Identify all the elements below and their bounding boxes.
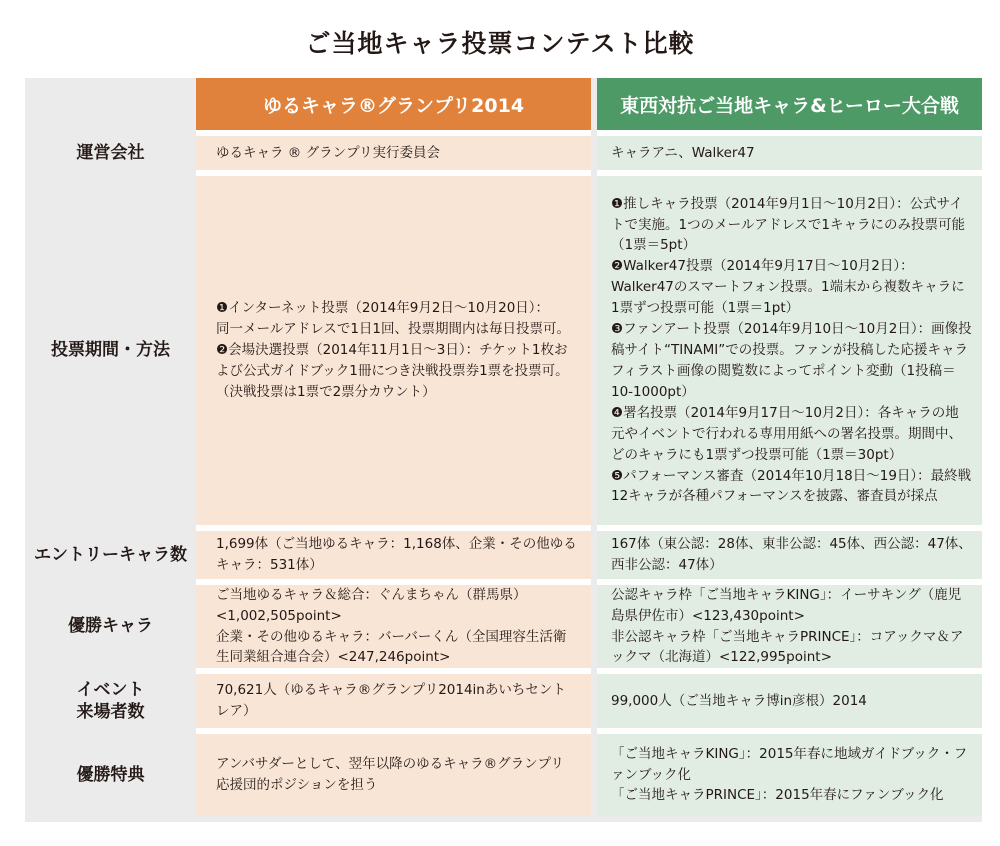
cell-winner-b: 公認キャラ枠「ご当地キャラKING」：イーサキング（鹿児島県伊佐市）<123,430point> 非公認キャラ枠「ご当地キャラPRINCE」：コアックマ＆アックマ（北海道）<122,995point> [597,585,982,668]
page-title: ご当地キャラ投票コンテスト比較 [305,29,695,58]
comparison-table [25,78,982,822]
cell-visitors-a: 70,621人（ゆるキャラ®グランプリ2014inあいちセントレア） [196,674,591,728]
header-touzai-taikou: 東西対抗ご当地キャラ&ヒーロー大合戦 [597,78,982,130]
row-label-voting: 投票期間・方法 [25,176,196,525]
cell-visitors-b: 99,000人（ご当地キャラ博in彦根）2014 [597,674,982,728]
cell-entries-b: 167体（東公認：28体、東非公認：45体、西公認：47体、西非公認：47体） [597,531,982,579]
row-label-winner: 優勝キャラ [25,585,196,668]
cell-voting-a: ❶インターネット投票（2014年9月2日〜10月20日）： 同一メールアドレスで1日1回、投票期間内は毎日投票可。 ❷会場決選投票（2014年11月1日〜3日）：チケット1枚および公式ガイドブック1冊につき決戦投票券1票を投票可。（決戦投票は1票で2票分カウント） [196,176,591,525]
row-label-entries: エントリーキャラ数 [25,531,196,579]
row-label-operator: 運営会社 [25,136,196,170]
header-yurukyara-gp: ゆるキャラ®グランプリ2014 [196,78,591,130]
cell-operator-a: ゆるキャラ ® グランプリ実行委員会 [196,136,591,170]
cell-prize-a: アンバサダーとして、翌年以降のゆるキャラ®グランプリ応援団的ポジションを担う [196,734,591,816]
cell-entries-a: 1,699体（ご当地ゆるキャラ：1,168体、企業・その他ゆるキャラ：531体） [196,531,591,579]
row-label-prize: 優勝特典 [25,734,196,816]
cell-voting-b: ❶推しキャラ投票（2014年9月1日〜10月2日）：公式サイトで実施。1つのメールアドレスで1キャラにのみ投票可能（1票＝5pt） ❷Walker47投票（2014年9月17日〜10月2日）：Walker47のスマートフォン投票。1端末から複数キャラに1票ずつ投票可能（1票＝1pt） ❸ファンアート投票（2014年9月10日〜10月2日）：画像投稿サイト“TINAMI”での投票。ファンが投稿した応援キャラフィラスト画像の閲覧数によってポイント変動（1投稿＝10-1000pt） ❹署名投票（2014年9月17日〜10月2日）：各キャラの地元やイベントで行われる専用用紙への署名投票。期間中、どのキャラにも1票ずつ投票可能（1票＝30pt） ❺パフォーマンス審査（2014年10月18日〜19日）：最終戦12キャラが各種パフォーマンスを披露、審査員が採点 [597,176,982,525]
cell-prize-b: 「ご当地キャラKING」：2015年春に地域ガイドブック・ファンブック化 「ご当地キャラPRINCE」：2015年春にファンブック化 [597,734,982,816]
cell-winner-a: ご当地ゆるキャラ＆総合：ぐんまちゃん（群馬県）<1,002,505point> 企業・その他ゆるキャラ：バーバーくん（全国理容生活衛生同業組合連合会）<247,246point> [196,585,591,668]
cell-operator-b: キャラアニ、Walker47 [597,136,982,170]
header-empty-cell [25,78,196,130]
row-label-visitors: イベント 来場者数 [25,674,196,728]
